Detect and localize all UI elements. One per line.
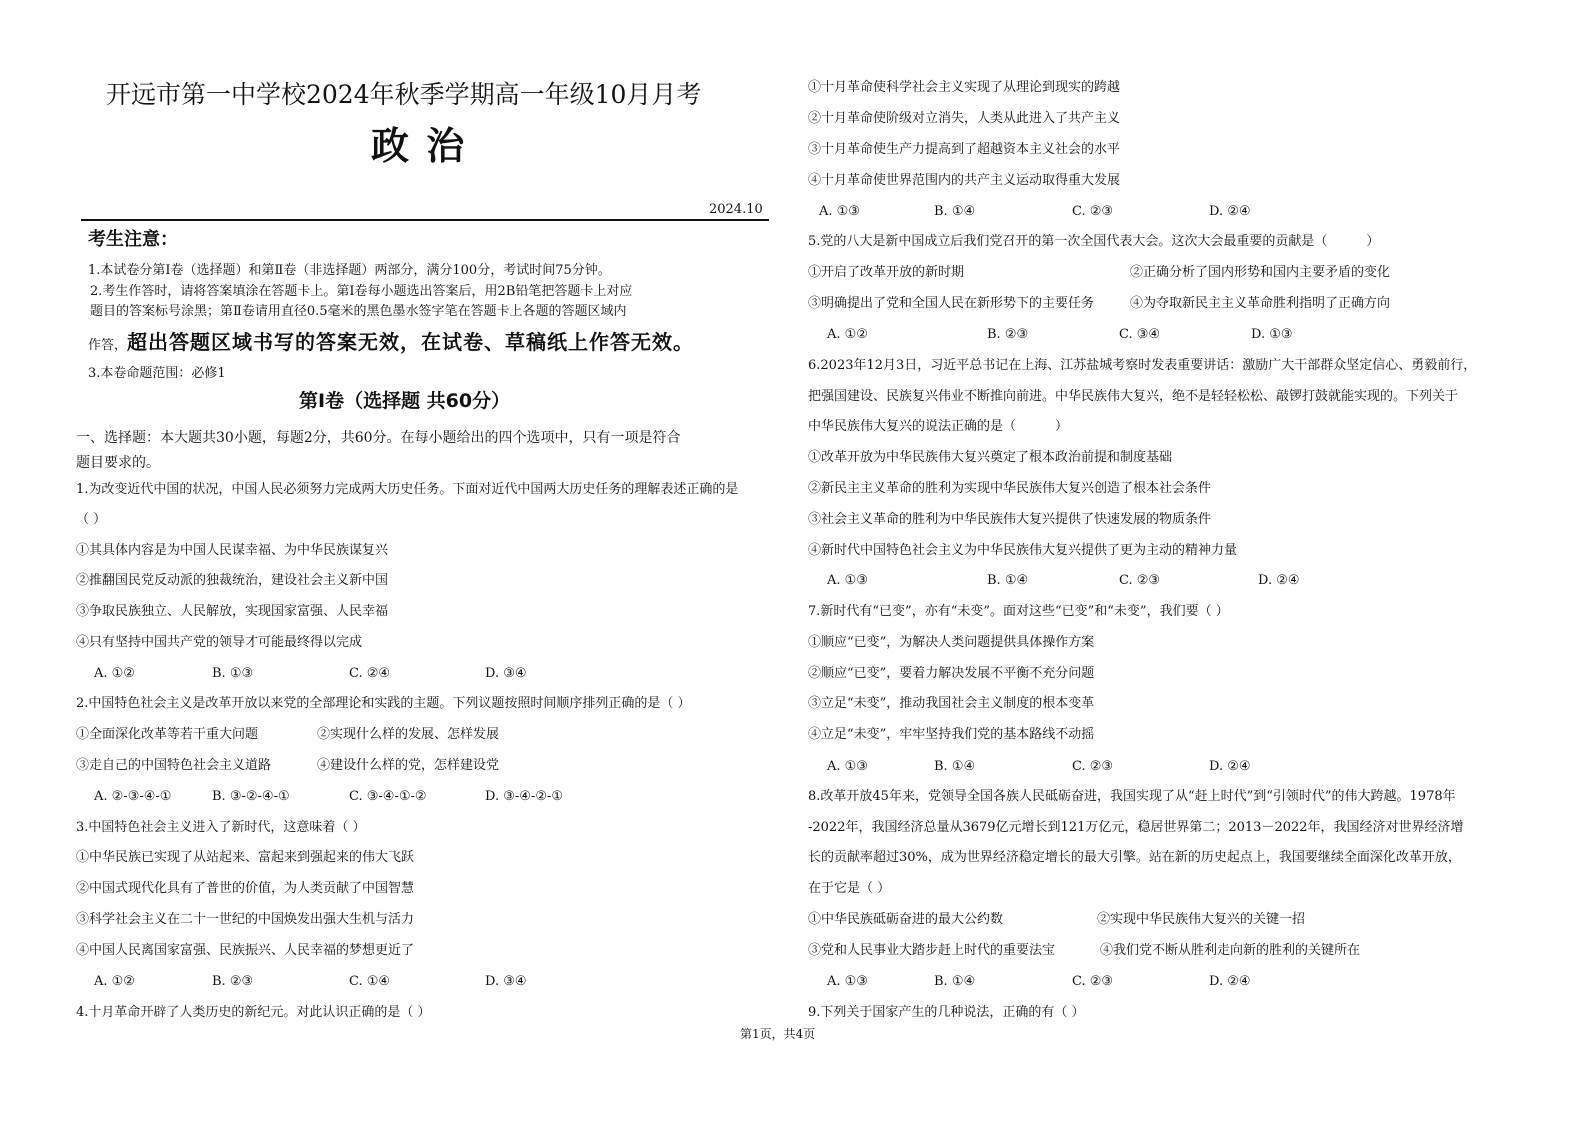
notice-line-2: 2.考生作答时，请将答案填涂在答题卡上。第Ⅰ卷每小题选出答案后，用2B铅笔把答题卡上对应 xyxy=(90,284,633,299)
q1-option-d: D. ③④ xyxy=(485,666,527,681)
q1-statement-2: ②推翻国民党反动派的独裁统治，建设社会主义新中国 xyxy=(76,573,389,588)
q7-statement-3: ③立足“未变”，推动我国社会主义制度的根本变革 xyxy=(808,696,1095,711)
q8-option-c: C. ②③ xyxy=(1072,974,1114,989)
q4-statement-4: ④十月革命使世界范围内的共产主义运动取得重大发展 xyxy=(808,173,1121,188)
q4-option-d: D. ②④ xyxy=(1209,204,1251,219)
q7-option-c: C. ②③ xyxy=(1072,759,1114,774)
q6-option-b: B. ①④ xyxy=(987,573,1029,588)
notice-line-1: 1.本试卷分第Ⅰ卷（选择题）和第Ⅱ卷（非选择题）两部分，满分100分，考试时间75分钟。 xyxy=(88,263,611,278)
q2-statement-1: ①全面深化改革等若干重大问题 xyxy=(76,727,259,742)
q1-options xyxy=(76,665,776,683)
q7-statement-1: ①顺应“已变”，为解决人类问题提供具体操作方案 xyxy=(808,635,1095,650)
q6-option-a: A. ①③ xyxy=(827,573,868,588)
q6-statement-4: ④新时代中国特色社会主义为中华民族伟大复兴提供了更为主动的精神力量 xyxy=(808,543,1238,558)
q3-stem: 3.中国特色社会主义进入了新时代，这意味着（ ） xyxy=(76,820,366,835)
q2-option-b: B. ③-②-④-① xyxy=(212,789,290,804)
q8-options xyxy=(808,973,1508,991)
q4-statement-3: ③十月革命使生产力提高到了超越资本主义社会的水平 xyxy=(808,142,1121,157)
q8-statement-3: ③党和人民事业大踏步赶上时代的重要法宝 xyxy=(808,943,1056,958)
q7-option-b: B. ①④ xyxy=(934,759,976,774)
q1-stem-2: （ ） xyxy=(76,512,107,527)
q6-stem-1: 6.2023年12月3日，习近平总书记在上海、江苏盐城考察时发表重要讲话：激励广大干部群众坚定信心、勇毅前行， xyxy=(808,358,1477,373)
q5-option-a: A. ①② xyxy=(827,327,868,342)
q5-statement-4: ④为夺取新民主主义革命胜利指明了正确方向 xyxy=(1130,296,1391,311)
q5-statement-3: ③明确提出了党和全国人民在新形势下的主要任务 xyxy=(808,296,1095,311)
q5-option-c: C. ③④ xyxy=(1119,327,1161,342)
q3-option-b: B. ②③ xyxy=(212,974,254,989)
q8-stem-2: -2022年，我国经济总量从3679亿元增长到121万亿元，稳居世界第二；2013－2022年，我国经济对世界经济增 xyxy=(808,820,1464,835)
q6-statement-3: ③社会主义革命的胜利为中华民族伟大复兴提供了快速发展的物质条件 xyxy=(808,512,1212,527)
section-title: 第Ⅰ卷（选择题 共60分） xyxy=(299,390,511,412)
q7-options xyxy=(808,758,1508,776)
q6-options xyxy=(808,572,1508,590)
q1-option-a: A. ①② xyxy=(94,666,135,681)
q8-statement-1: ①中华民族砥砺奋进的最大公约数 xyxy=(808,912,1004,927)
q8-stem-1: 8.改革开放45年来，党领导全国各族人民砥砺奋进，我国实现了从“赶上时代”到“引领时代”的伟大跨越。1978年 xyxy=(808,789,1456,804)
q5-stem: 5.党的八大是新中国成立后我们党召开的第一次全国代表大会。这次大会最重要的贡献是（ ） xyxy=(808,234,1380,249)
q6-statement-2: ②新民主主义革命的胜利为实现中华民族伟大复兴创造了根本社会条件 xyxy=(808,481,1212,496)
q8-statement-2: ②实现中华民族伟大复兴的关键一招 xyxy=(1097,912,1306,927)
q2-option-d: D. ③-④-②-① xyxy=(485,789,564,804)
q2-statement-4: ④建设什么样的党，怎样建设党 xyxy=(317,758,500,773)
notice-heading: 考生注意： xyxy=(88,229,178,250)
q2-options xyxy=(76,788,776,806)
q4-stem: 4.十月革命开辟了人类历史的新纪元。对此认识正确的是（ ） xyxy=(76,1005,431,1020)
q3-statement-1: ①中华民族已实现了从站起来、富起来到强起来的伟大飞跃 xyxy=(76,850,415,865)
q2-option-c: C. ③-④-①-② xyxy=(349,789,427,804)
q5-options xyxy=(808,326,1508,344)
q5-option-d: D. ①③ xyxy=(1251,327,1293,342)
q6-statement-1: ①改革开放为中华民族伟大复兴奠定了根本政治前提和制度基础 xyxy=(808,450,1173,465)
q1-stem-1: 1.为改变近代中国的状况，中国人民必须努力完成两大历史任务。下面对近代中国两大历史任务的理解表述正确的是 xyxy=(76,482,739,497)
q3-statement-3: ③科学社会主义在二十一世纪的中国焕发出强大生机与活力 xyxy=(76,912,415,927)
q1-statement-3: ③争取民族独立、人民解放，实现国家富强、人民幸福 xyxy=(76,604,389,619)
q1-statement-4: ④只有坚持中国共产党的领导才可能最终得以完成 xyxy=(76,635,363,650)
q5-statement-2: ②正确分析了国内形势和国内主要矛盾的变化 xyxy=(1130,265,1391,280)
q4-statement-2: ②十月革命使阶级对立消失，人类从此进入了共产主义 xyxy=(808,111,1121,126)
q8-option-a: A. ①③ xyxy=(827,974,868,989)
q6-stem-2: 把强国建设、民族复兴伟业不断推向前进。中华民族伟大复兴，绝不是轻轻松松、敲锣打鼓就能实现的。下列关于 xyxy=(808,389,1459,404)
exam-title: 开远市第一中学校2024年秋季学期高一年级10月月考 xyxy=(106,80,702,109)
q8-stem-4: 在于它是（ ） xyxy=(808,881,891,896)
q8-statement-4: ④我们党不断从胜利走向新的胜利的关键所在 xyxy=(1100,943,1361,958)
q5-option-b: B. ②③ xyxy=(987,327,1029,342)
notice-line-5: 3.本卷命题范围：必修1 xyxy=(88,366,226,381)
q4-option-a: A. ①③ xyxy=(819,204,860,219)
q3-options xyxy=(76,973,776,991)
section-desc-2: 题目要求的。 xyxy=(76,455,160,471)
page-footer: 第1页，共4页 xyxy=(740,1027,816,1041)
q3-statement-4: ④中国人民离国家富强、民族振兴、人民幸福的梦想更近了 xyxy=(76,943,415,958)
q4-option-b: B. ①④ xyxy=(934,204,976,219)
q1-option-b: B. ①③ xyxy=(212,666,254,681)
q9-stem: 9.下列关于国家产生的几种说法，正确的有（ ） xyxy=(808,1005,1085,1020)
q7-stem: 7.新时代有“已变”，亦有“未变”。面对这些“已变”和“未变”，我们要（ ） xyxy=(808,604,1229,619)
q3-option-c: C. ①④ xyxy=(349,974,391,989)
q6-stem-3: 中华民族伟大复兴的说法正确的是（ ） xyxy=(808,419,1069,434)
q7-statement-2: ②顺应“已变”，要着力解决发展不平衡不充分问题 xyxy=(808,666,1095,681)
q5-statement-1: ①开启了改革开放的新时期 xyxy=(808,265,965,280)
notice-line-3: 题目的答案标号涂黑；第Ⅱ卷请用直径0.5毫米的黑色墨水签字笔在答题卡上各题的答题区域内 xyxy=(90,304,627,319)
q7-option-d: D. ②④ xyxy=(1209,759,1251,774)
q6-option-c: C. ②③ xyxy=(1119,573,1161,588)
q4-statement-1: ①十月革命使科学社会主义实现了从理论到现实的跨越 xyxy=(808,80,1121,95)
section-desc-1: 一、选择题：本大题共30小题，每题2分，共60分。在每小题给出的四个选项中，只有一项是符合 xyxy=(76,430,681,446)
q7-statement-4: ④立足“未变”，牢牢坚持我们党的基本路线不动摇 xyxy=(808,727,1095,742)
q3-option-a: A. ①② xyxy=(94,974,135,989)
q1-statement-1: ①其具体内容是为中国人民谋幸福、为中华民族谋复兴 xyxy=(76,543,389,558)
q2-stem: 2.中国特色社会主义是改革开放以来党的全部理论和实践的主题。下列议题按照时间顺序排列正确的是（ ） xyxy=(76,696,691,711)
notice-line-4-prefix: 作答， xyxy=(88,338,128,353)
q8-option-b: B. ①④ xyxy=(934,974,976,989)
q3-statement-2: ②中国式现代化具有了普世的价值，为人类贡献了中国智慧 xyxy=(76,881,415,896)
q2-statement-3: ③走自己的中国特色社会主义道路 xyxy=(76,758,272,773)
q6-option-d: D. ②④ xyxy=(1258,573,1300,588)
q3-option-d: D. ③④ xyxy=(485,974,527,989)
q2-option-a: A. ②-③-④-① xyxy=(94,789,172,804)
q7-option-a: A. ①③ xyxy=(827,759,868,774)
q8-option-d: D. ②④ xyxy=(1209,974,1251,989)
header-divider xyxy=(81,219,769,221)
exam-date: 2024.10 xyxy=(709,202,763,217)
q4-options xyxy=(808,203,1508,221)
notice-line-4 xyxy=(88,329,694,359)
q2-statement-2: ②实现什么样的发展、怎样发展 xyxy=(317,727,500,742)
notice-warning: 超出答题区域书写的答案无效，在试卷、草稿纸上作答无效。 xyxy=(127,330,695,354)
q8-stem-3: 长的贡献率超过30%，成为世界经济稳定增长的最大引擎。站在新的历史起点上，我国要继续全面深化改革开放， xyxy=(808,850,1461,865)
subject-title: 政 治 xyxy=(371,124,467,168)
q4-option-c: C. ②③ xyxy=(1072,204,1114,219)
q1-option-c: C. ②④ xyxy=(349,666,391,681)
